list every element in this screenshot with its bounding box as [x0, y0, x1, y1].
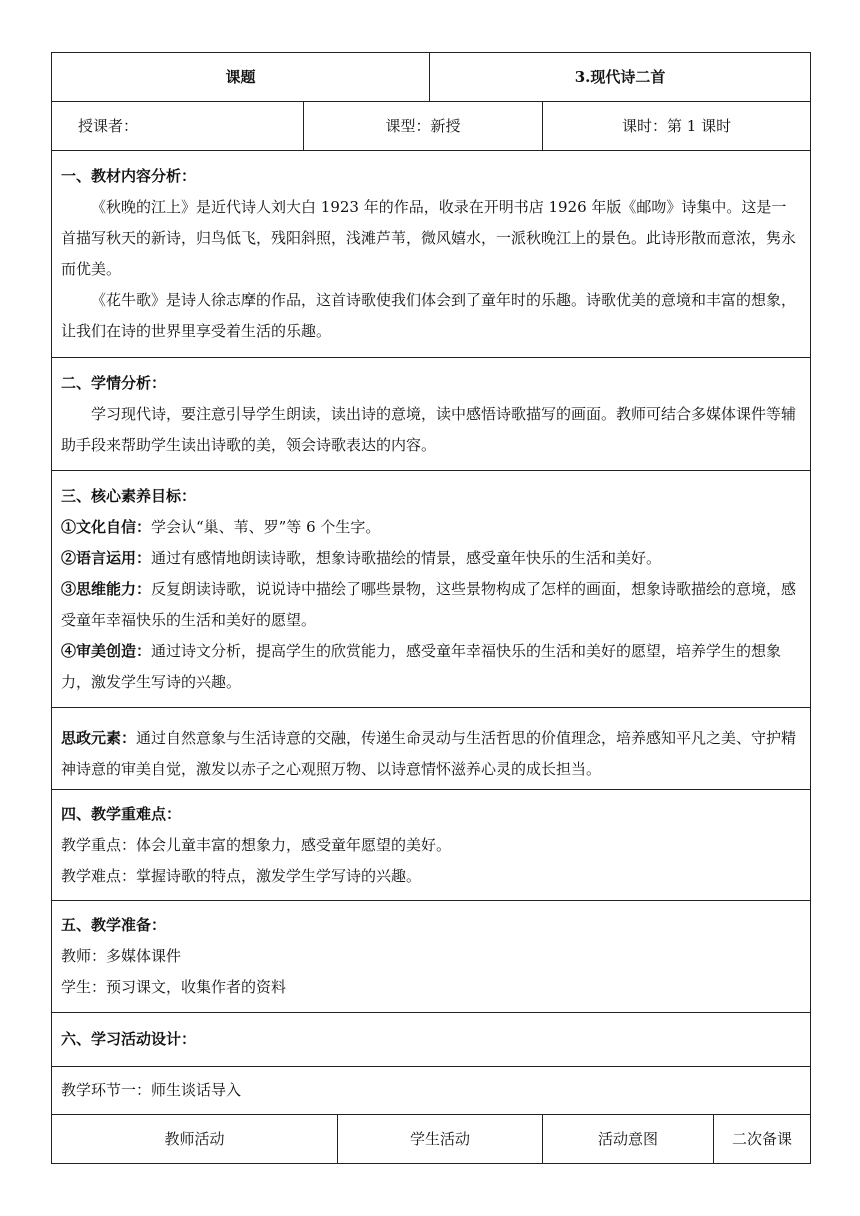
student-prep: 学生：预习课文，收集作者的资料 [61, 978, 287, 996]
sizheng-paragraph [61, 723, 801, 785]
goal-text: 学会认“巢、苇、罗”等 6 个生字。 [151, 517, 381, 536]
teacher-prep: 教师：多媒体课件 [61, 947, 182, 965]
goal-label: ①文化自信： [61, 517, 152, 536]
section-title: 一、教材内容分析： [61, 167, 197, 185]
teaching-step: 教学环节一：师生谈话导入 [52, 1067, 811, 1115]
goal-text: 反复朗读诗歌，说说诗中描绘了哪些景物，这些景物构成了怎样的画面，想象诗歌描绘的意境，感受童年幸福快乐的生活和美好的愿望。 [61, 579, 797, 629]
sizheng-text: 通过自然意象与生活诗意的交融，传递生命灵动与生活哲思的价值理念，培养感知平凡之美、守护精神诗意的审美自觉，激发以赤子之心观照万物、以诗意情怀滋养心灵的成长担当。 [61, 728, 797, 778]
section-student-analysis [52, 358, 811, 471]
difficulty-point: 教学难点：掌握诗歌的特点，激发学生学写诗的兴趣。 [61, 866, 422, 885]
topic-row [52, 53, 811, 102]
col-teacher-activity: 教师活动 [52, 1115, 338, 1164]
section-title: 六、学习活动设计： [61, 1030, 197, 1048]
section-core-goals [52, 471, 811, 708]
topic-label: 课题 [52, 53, 430, 102]
section-preparation [52, 901, 811, 1013]
col-student-activity: 学生活动 [338, 1115, 543, 1164]
col-secondary-prep: 二次备课 [714, 1115, 811, 1164]
col-activity-intent: 活动意图 [543, 1115, 714, 1164]
teaching-step-row [52, 1067, 811, 1115]
section-title: 二、学情分析： [61, 373, 167, 392]
paragraph: 《花牛歌》是诗人徐志摩的作品，这首诗歌使我们体会到了童年时的乐趣。诗歌优美的意境和丰富的想象，让我们在诗的世界里享受着生活的乐趣。 [61, 291, 797, 340]
goal-item [61, 574, 801, 636]
goal-text: 通过有感情地朗读诗歌，想象诗歌描绘的情景，感受童年快乐的生活和美好。 [151, 548, 662, 567]
lesson-period: 课时：第 1 课时 [543, 102, 811, 151]
goal-label: ②语言运用： [61, 548, 152, 567]
goal-label: ③思维能力： [61, 579, 152, 598]
goal-item [61, 636, 801, 698]
key-point: 教学重点：体会儿童丰富的想象力，感受童年愿望的美好。 [61, 835, 452, 854]
teacher-label: 授课者： [52, 102, 304, 151]
lesson-plan-table [51, 52, 811, 1164]
activity-header-row [52, 1115, 811, 1164]
topic-value: 3.现代诗二首 [430, 53, 811, 102]
section-title: 五、教学准备： [61, 916, 167, 934]
section-textbook-analysis [52, 151, 811, 358]
section-key-difficult-points [52, 790, 811, 901]
section-title: 三、核心素养目标： [61, 486, 197, 505]
section-ideological-elements [52, 708, 811, 790]
sizheng-label: 思政元素： [61, 728, 137, 747]
paragraph: 学习现代诗，要注意引导学生朗读，读出诗的意境，读中感悟诗歌描写的画面。教师可结合多媒体课件等辅助手段来帮助学生读出诗歌的美，领会诗歌表达的内容。 [61, 404, 797, 454]
info-row [52, 102, 811, 151]
section-title: 四、教学重难点： [61, 804, 182, 823]
goal-text: 通过诗文分析，提高学生的欣赏能力，感受童年幸福快乐的生活和美好的愿望，培养学生的想象力，激发学生写诗的兴趣。 [61, 641, 782, 691]
goal-label: ④审美创造： [61, 641, 152, 660]
lesson-type: 课型：新授 [304, 102, 543, 151]
paragraph: 《秋晚的江上》是近代诗人刘大白 1923 年的作品，收录在开明书店 1926 年版《邮吻》诗集中。这是一首描写秋天的新诗，归鸟低飞，残阳斜照，浅滩芦苇，微风嬉水，一派秋晚江上的景色。此诗形散而意浓，隽永而优美。 [61, 198, 797, 278]
goal-item [61, 543, 801, 574]
goal-item [61, 512, 801, 543]
section-activity-design [52, 1013, 811, 1067]
